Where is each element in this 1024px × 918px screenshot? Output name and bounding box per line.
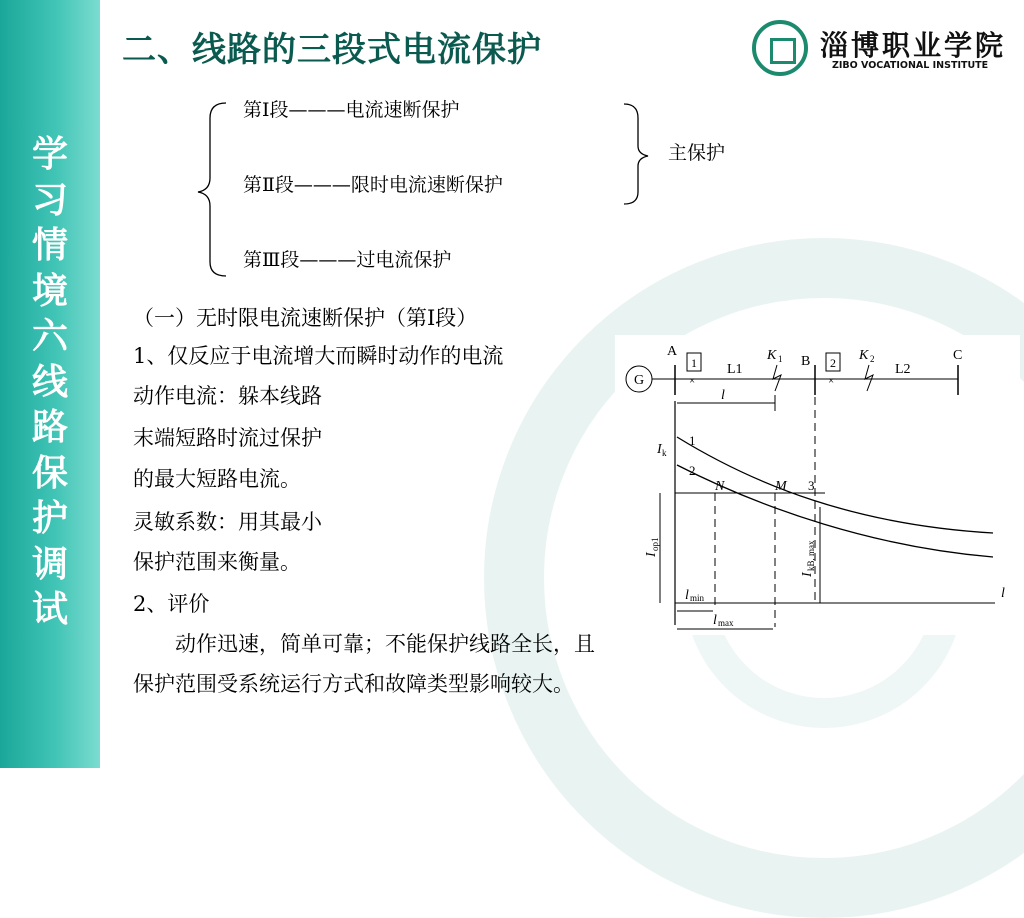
ik-label: I <box>657 442 662 457</box>
eval-line-2: 保护范围受系统运行方式和故障类型影响较大。 <box>133 672 574 696</box>
fault-K1-label: K <box>767 348 777 363</box>
relay-1-label: 1 <box>691 356 697 370</box>
length-l-label: l <box>721 388 725 403</box>
eval-line-1: 动作迅速，简单可靠；不能保护线路全长，且 <box>133 632 595 656</box>
bus-B-label: B <box>801 354 811 369</box>
fault-K2-sub: 2 <box>870 354 875 364</box>
sidebar-char: 六 <box>31 316 68 357</box>
breaker-1-icon: × <box>689 375 696 387</box>
sidebar-char: 习 <box>31 179 68 221</box>
sidebar-char: 保 <box>31 452 68 494</box>
body-line-5: 保护范围来衡量。 <box>133 550 301 574</box>
lmax-sub: max <box>718 618 734 628</box>
main-protection-label: 主保护 <box>668 142 726 164</box>
fault-K2-label: K <box>859 348 869 363</box>
breaker-2-icon: × <box>828 375 835 387</box>
page-title: 二、线路的三段式电流保护 <box>122 30 542 70</box>
x-axis-label: l <box>1001 586 1005 601</box>
iop-label: I <box>644 552 659 557</box>
item-1: 1、仅反应于电流增大而瞬时动作的电流 <box>133 344 504 368</box>
fault-K1-sub: 1 <box>778 354 783 364</box>
sidebar-char: 情 <box>31 225 68 266</box>
segment-2: 第Ⅱ段———限时电流速断保护 <box>243 174 503 196</box>
body-line-2: 末端短路时流过保护 <box>133 426 322 450</box>
ik-sub: k <box>662 448 667 458</box>
point-M-label: M <box>775 479 787 494</box>
sidebar-char: 线 <box>31 361 68 403</box>
right-brace <box>624 104 648 204</box>
brace-graphics <box>0 0 1024 300</box>
logo-english-name: ZIBO VOCATIONAL INSTITUTE <box>832 60 989 71</box>
segment-3: 第Ⅲ段———过电流保护 <box>243 249 452 271</box>
lmin-sub: min <box>690 593 705 603</box>
line-L2-label: L2 <box>895 362 911 377</box>
protection-range-diagram <box>615 335 1020 635</box>
sidebar-char: 试 <box>31 589 68 630</box>
relay-2-label: 2 <box>830 356 836 370</box>
segment-1: 第Ⅰ段———电流速断保护 <box>243 99 460 121</box>
line-L1-label: L1 <box>727 362 743 377</box>
curve-2-label: 2 <box>689 463 696 478</box>
body-line-4: 灵敏系数：用其最小 <box>133 510 322 534</box>
iop-sub: op1 <box>650 537 660 551</box>
sidebar-char: 护 <box>31 498 68 539</box>
ikb-sub: kB, max <box>806 540 816 571</box>
logo-chinese-name: 淄博职业学院 <box>820 29 1007 62</box>
body-line-1: 动作电流：躲本线路 <box>133 384 322 408</box>
left-brace <box>198 103 226 276</box>
sidebar-char: 学 <box>31 134 68 175</box>
item-2: 2、评价 <box>133 592 210 616</box>
sidebar-char: 路 <box>31 407 68 448</box>
lmax-label: l <box>713 613 717 628</box>
sidebar-char: 境 <box>31 270 68 312</box>
curve-1-label: 1 <box>689 433 696 448</box>
generator-label: G <box>633 373 645 388</box>
sidebar-char: 调 <box>31 543 68 585</box>
ikb-label: I <box>800 572 815 577</box>
bus-A-label: A <box>667 344 678 359</box>
body-line-3: 的最大短路电流。 <box>133 467 301 491</box>
setting-line-label: 3 <box>808 478 815 493</box>
bus-C-label: C <box>953 348 963 363</box>
section-heading: （一）无时限电流速断保护（第Ⅰ段） <box>133 306 478 330</box>
lmin-label: l <box>685 588 689 603</box>
point-N-label: N <box>715 479 725 494</box>
